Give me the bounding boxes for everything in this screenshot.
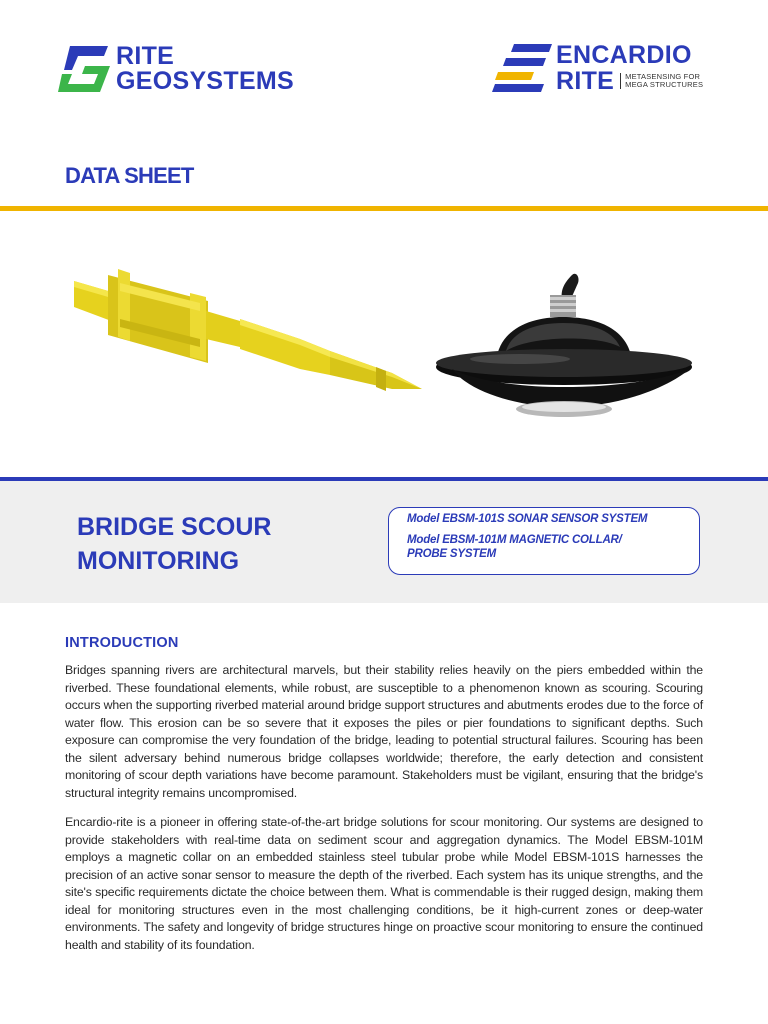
document-type-title: DATA SHEET (65, 163, 194, 188)
product-title-line2: MONITORING (77, 547, 240, 575)
introduction-heading: INTRODUCTION (65, 635, 179, 651)
logo-line-encardio: ENCARDIO (556, 41, 692, 69)
logo-tagline (620, 73, 703, 89)
logo-line-rite-right: RITE (556, 67, 615, 95)
yellow-probe-collar-icon (74, 269, 422, 391)
introduction-paragraph-2: Encardio-rite is a pioneer in offering state-of-the-art bridge solutions for scour monitoring. Our systems are designed to provide stakeholders with real-time data on sediment scour and aggregation dynamics. The Model EBSM-101M employs a magnetic collar on an embedded stainless steel tubular probe while Model EBSM-101S harnesses the precision of an active sonar sensor to measure the depth of the riverbed. Each system has its unique strengths, and the site's specific requirements dictate the choice between them. What is commendable is their rugged design, making them ideal for monitoring structures even in the most challenging conditions, be it high-current zones or deep-water environments. The safety and longevity of bridge structures hinge on proactive scour monitoring to ensure the continued health and stability of its foundation. (65, 815, 703, 952)
model-sonar: Model EBSM-101S SONAR SENSOR SYSTEM (407, 513, 648, 525)
logo-tagline-line1: METASENSING FOR (625, 72, 701, 81)
product-images (0, 211, 768, 476)
encardio-rite-logo (492, 42, 703, 94)
rite-g-logo-icon (58, 44, 110, 94)
introduction-paragraph-1: Bridges spanning rivers are architectural marvels, but their stability relies heavily on the piers embedded within the riverbed. These foundational elements, while robust, are susceptible to a phenomenon known as scouring. Scouring occurs when the supporting riverbed material around bridge support structures and abutments erodes due to the force of water flow. This erosion can be so severe that it exposes the piles or pier foundations to significant depths. Such exposure can compromise the very foundation of the bridge, leading to potential structural failures. Scouring has been the silent adversary behind numerous bridge collapses worldwide; therefore, the early detection and consistent monitoring of scour depth variations have become paramount. Stakeholders must be vigilant, ensuring that the bridge's structural integrity remains uncompromised. (65, 663, 703, 800)
product-title-line1: BRIDGE SCOUR (77, 513, 272, 541)
model-list-box (388, 507, 700, 575)
logo-line-geosystems: GEOSYSTEMS (116, 67, 295, 95)
model-magnetic-line1: Model EBSM-101M MAGNETIC COLLAR/ (407, 534, 622, 546)
logo-line-rite: RITE (116, 42, 175, 70)
black-sonar-sensor-icon (436, 274, 692, 417)
model-magnetic-line2: PROBE SYSTEM (407, 548, 496, 560)
page-header (0, 0, 768, 150)
encardio-e-logo-icon (492, 44, 552, 94)
logo-tagline-line2: MEGA STRUCTURES (625, 80, 704, 89)
rite-geosystems-logo (58, 44, 294, 94)
product-title (77, 510, 271, 578)
